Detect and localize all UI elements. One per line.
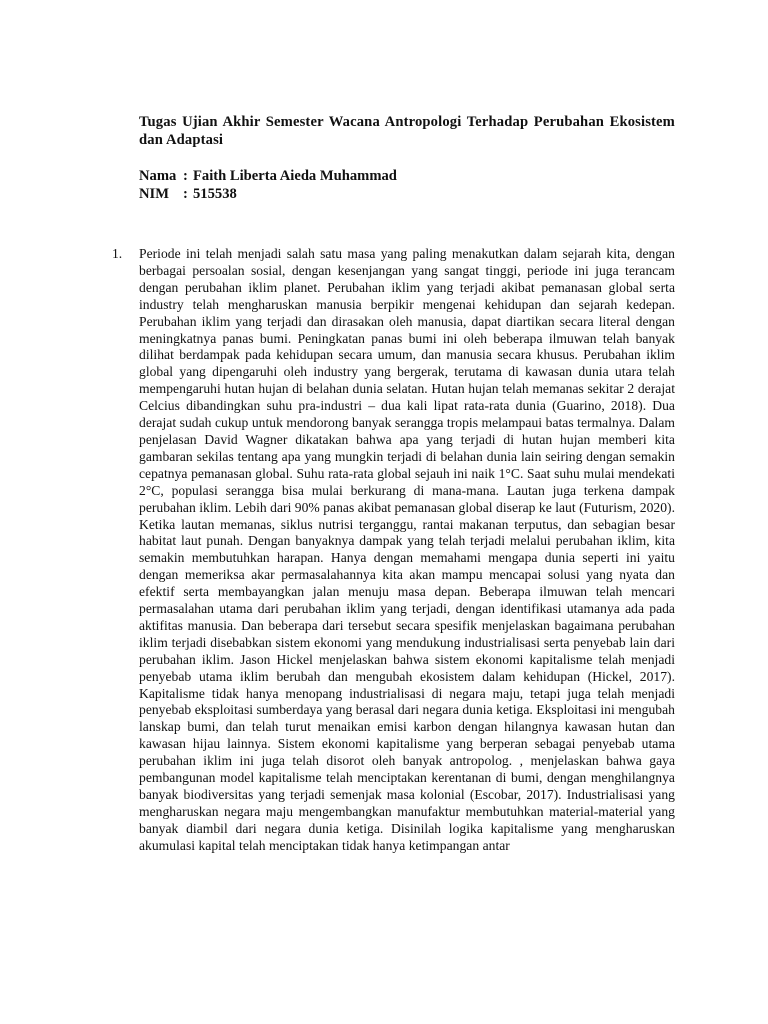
- name-label: Nama: [139, 168, 177, 184]
- document-header: [139, 113, 675, 203]
- name-row: [139, 167, 675, 185]
- name-value: Faith Liberta Aieda Muhammad: [193, 168, 397, 184]
- student-identity: [139, 167, 675, 203]
- answer-list: [112, 246, 675, 855]
- name-separator: :: [183, 168, 188, 184]
- nim-value: 515538: [193, 186, 237, 202]
- item-paragraph: Periode ini telah menjadi salah satu masa yang paling menakutkan dalam sejarah kita, dengan berbagai persoalan sosial, dengan kesenjangan yang sangat tinggi, periode ini juga terancam dengan perubahan iklim planet. Perubahan iklim yang terjadi akibat pemanasan global serta industry telah mengharuskan manusia berpikir mengenai kehidupan dan sejarah kedepan. Perubahan iklim yang terjadi dan dirasakan oleh manusia, dapat diartikan secara literal dengan meningkatnya panas bumi. Peningkatan panas bumi ini oleh beberapa ilmuwan telah banyak dilihat berdampak pada kehidupan secara umum, dan manusia secara khusus. Perubahan iklim global yang dipengaruhi oleh industry yang bergerak, terutama di kawasan dunia utara telah mempengaruhi hutan hujan di belahan dunia selatan. Hutan hujan telah memanas sekitar 2 derajat Celcius dibandingkan suhu pra-industri – dua kali lipat rata-rata dunia (Guarino, 2018). Dua derajat sudah cukup untuk mendorong banyak serangga tropis melampaui batas termalnya. Dalam penjelasan David Wagner dikatakan bahwa apa yang terjadi di hutan hujan memberi kita gambaran sekilas tentang apa yang mungkin terjadi di belahan dunia lain seiring dengan semakin cepatnya pemanasan global. Suhu rata-rata global sejauh ini naik 1°C. Saat suhu mulai mendekati 2°C, populasi serangga bisa mulai berkurang di mana-mana. Lautan juga terkena dampak perubahan iklim. Lebih dari 90% panas akibat pemanasan global diserap ke laut (Futurism, 2020). Ketika lautan memanas, siklus nutrisi terganggu, rantai makanan terputus, dan sebagian besar habitat laut punah. Dengan banyaknya dampak yang telah terjadi melalui perubahan iklim, kita semakin membutuhkan harapan. Hanya dengan memahami mengapa dunia seperti ini yaitu dengan memeriksa akar permasalahannya kita akan mampu mencapai solusi yang nyata dan efektif serta membayangkan jalan menuju masa depan. Beberapa ilmuwan telah mencari permasalahan utama dari perubahan iklim yang terjadi, dengan identifikasi utamanya ada pada aktifitas manusia. Dan beberapa dari tersebut secara spesifik menjelaskan bagaimana perubahan iklim terjadi disebabkan sistem ekonomi yang mendukung industrialisasi serta penyebab lain dari perubahan iklim. Jason Hickel menjelaskan bahwa sistem ekonomi kapitalisme telah menjadi penyebab utama iklim berubah dan mengubah ekosistem dalam kehidupan (Hickel, 2017). Kapitalisme tidak hanya menopang industrialisasi di negara maju, tetapi juga telah menjadi penyebab eksploitasi sumberdaya yang berasal dari negara dunia ketiga. Eksploitasi ini mengubah lanskap bumi, dan telah turut menaikan emisi karbon dengan hilangnya kawasan hutan dan kawasan hijau lainnya. Sistem ekonomi kapitalisme yang berperan sebagai penyebab utama perubahan iklim ini juga telah disorot oleh banyak antropolog. , menjelaskan bahwa gaya pembangunan model kapitalisme telah menciptakan kerentanan di bumi, dengan menghilangnya banyak biodiversitas yang terjadi semenjak masa kolonial (Escobar, 2017). Industrialisasi yang mengharuskan negara maju mengembangkan manufaktur membutuhkan material-material yang banyak diambil dari negara dunia ketiga. Disinilah logika kapitalisme yang mengharuskan akumulasi kapital telah menciptakan tidak hanya ketimpangan antar: [139, 246, 675, 853]
- nim-separator: :: [183, 186, 188, 202]
- nim-row: [139, 185, 675, 203]
- list-item: [112, 246, 675, 855]
- item-number: 1.: [112, 246, 123, 261]
- document-title: Tugas Ujian Akhir Semester Wacana Antropologi Terhadap Perubahan Ekosistem dan Adaptasi: [139, 114, 675, 148]
- nim-label: NIM: [139, 186, 169, 202]
